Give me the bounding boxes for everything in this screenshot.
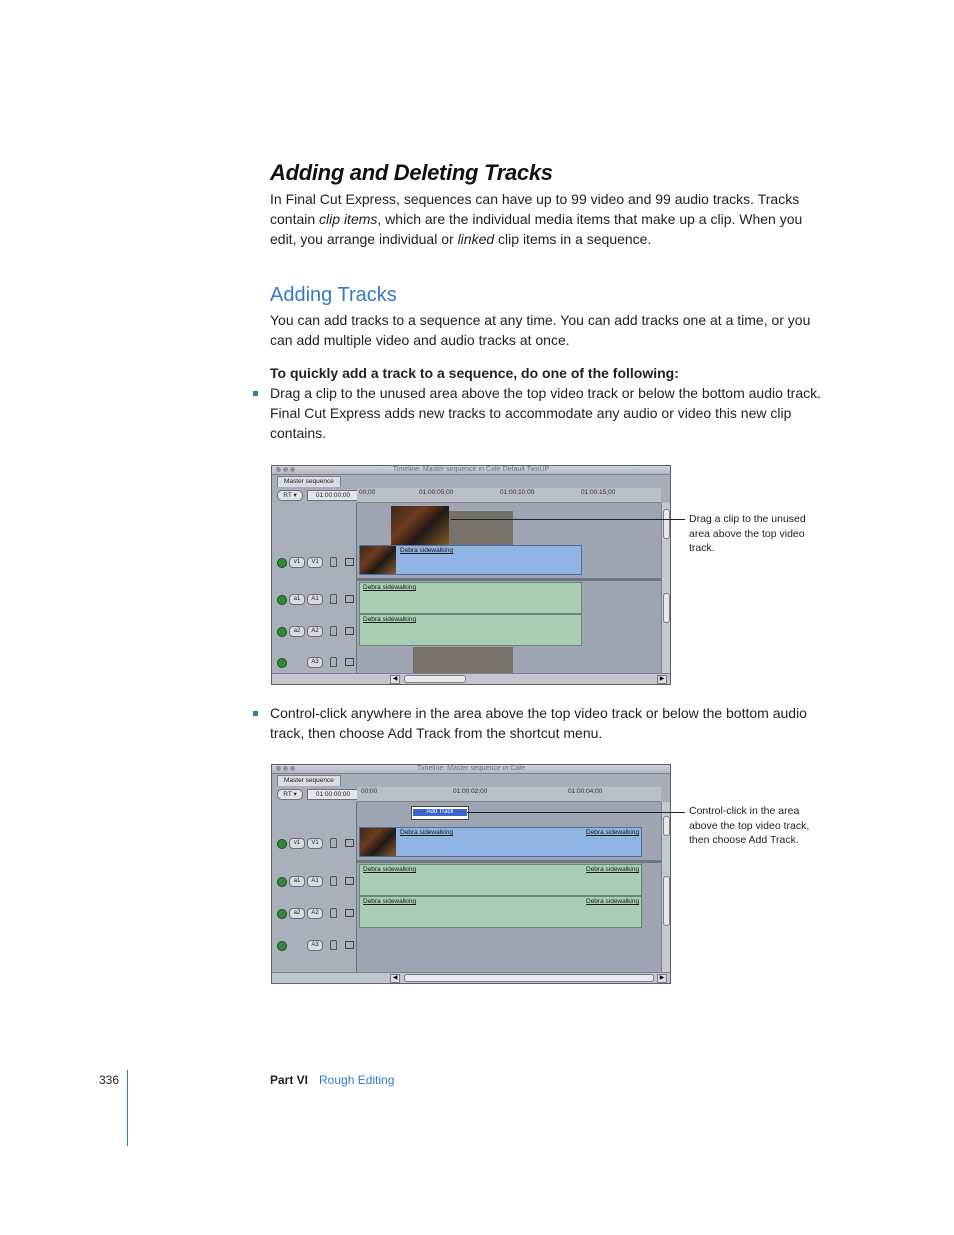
auto-select-icon[interactable] [345, 839, 354, 847]
bullet-marker [253, 385, 261, 393]
page-number: 336 [99, 1073, 120, 1087]
callout-1: Drag a clip to the unused area above the top video track. [689, 513, 806, 554]
track-header-v1 [275, 837, 355, 849]
clip-label: Debra sidewalking [586, 866, 640, 873]
auto-select-icon[interactable] [345, 595, 354, 603]
track-header-a3 [275, 656, 355, 668]
subsection-title: Adding Tracks [270, 284, 397, 306]
clip-label: Debra sidewalking [586, 898, 640, 905]
footer-part: Part VI [270, 1073, 309, 1087]
speaker-icon[interactable] [277, 877, 287, 887]
lock-icon[interactable] [330, 876, 337, 886]
scroll-thumb-video[interactable] [663, 509, 670, 539]
clip-label: Debra sidewalking [363, 866, 417, 873]
timecode-field[interactable]: 01:00:00;00 [307, 789, 359, 800]
track-header-v1 [275, 556, 355, 568]
track-name-pill[interactable]: A3 [307, 940, 323, 951]
dragged-clip-thumbnail [391, 506, 449, 546]
scroll-right-arrow[interactable]: ▶ [657, 675, 667, 684]
track-header-a1 [275, 593, 355, 605]
ruler-tick: 00;00 [359, 489, 376, 496]
auto-select-icon[interactable] [345, 909, 354, 917]
track-visibility-icon[interactable] [277, 839, 287, 849]
timeline-screenshot-2 [271, 764, 671, 984]
track-name-pill[interactable]: V1 [307, 838, 323, 849]
subsection-paragraph: You can add tracks to a sequence at any time. You can add tracks one at a time, or you can add multiple video and audio tracks at once. [270, 312, 811, 348]
track-name-pill[interactable]: A2 [307, 626, 323, 637]
clip-thumbnail [360, 546, 396, 574]
lock-icon[interactable] [330, 838, 337, 848]
source-target-pill[interactable]: a1 [289, 594, 305, 605]
bullet-text-2: Control-click anywhere in the area above the top video track or below the bottom audio track, then choose Add Track from the shortcut menu. [270, 705, 807, 741]
audio-clip-a1[interactable] [359, 582, 582, 614]
track-area[interactable] [357, 503, 661, 673]
scroll-thumb-audio[interactable] [663, 593, 670, 623]
source-target-pill[interactable]: a2 [289, 626, 305, 637]
track-name-pill[interactable]: A3 [307, 657, 323, 668]
horizontal-scroll-thumb[interactable] [404, 974, 654, 982]
clip-label: Debra sidewalking [363, 898, 417, 905]
bullet-marker [253, 705, 261, 713]
callout-leader-line [451, 519, 685, 520]
window-title: Timeline: Master sequence in Cafe Default TwoUP [392, 466, 550, 473]
ruler-tick: 01:00:04;00 [568, 788, 603, 795]
speaker-icon[interactable] [277, 595, 287, 605]
timeline-screenshot-1 [271, 465, 671, 685]
clip-label: Debra sidewalking [363, 584, 417, 591]
lock-icon[interactable] [330, 940, 337, 950]
ruler-tick: 01:00:15;00 [581, 489, 616, 496]
procedure-heading: To quickly add a track to a sequence, do one of the following: [270, 365, 679, 381]
speaker-icon[interactable] [277, 909, 287, 919]
auto-select-icon[interactable] [345, 558, 354, 566]
speaker-icon[interactable] [277, 627, 287, 637]
clip-label: Debra sidewalking [586, 829, 640, 836]
dragged-clip-ghost-audio [413, 647, 513, 673]
track-header-a3 [275, 939, 355, 951]
rt-menu-button[interactable]: RT ▾ [277, 789, 303, 800]
auto-select-icon[interactable] [345, 941, 354, 949]
lock-icon[interactable] [330, 594, 337, 604]
track-name-pill[interactable]: A1 [307, 594, 323, 605]
sequence-tab[interactable]: Master sequence [277, 476, 341, 487]
ruler-tick: 01:00:05;00 [419, 489, 454, 496]
track-header-column [272, 503, 357, 673]
scroll-right-arrow[interactable]: ▶ [657, 974, 667, 983]
intro-paragraph: In Final Cut Express, sequences can have up to 99 video and 99 audio tracks. Tracks contain clip items, which are the individual media items that make up a clip. When you edit, you arrange individual or linked clip items in a sequence. [270, 191, 803, 247]
window-titlebar [272, 765, 670, 774]
clip-thumbnail [360, 828, 396, 856]
scroll-left-arrow[interactable]: ◀ [390, 675, 400, 684]
scroll-thumb-audio[interactable] [663, 876, 670, 926]
audio-clip-a2[interactable] [359, 614, 582, 646]
track-header-a2 [275, 625, 355, 637]
video-clip[interactable] [359, 827, 642, 857]
shortcut-menu [411, 806, 469, 820]
audio-clip-a1[interactable] [359, 864, 642, 896]
video-audio-divider[interactable] [357, 578, 661, 581]
scroll-left-arrow[interactable]: ◀ [390, 974, 400, 983]
source-target-pill[interactable]: v1 [289, 557, 305, 568]
track-area[interactable] [357, 802, 661, 972]
scroll-thumb-video[interactable] [663, 816, 670, 836]
timeline-bottom-bar [272, 673, 670, 684]
lock-icon[interactable] [330, 557, 337, 567]
ruler-tick: 01:00:10;00 [500, 489, 535, 496]
callout-leader-line [467, 812, 685, 813]
window-titlebar [272, 466, 670, 475]
time-ruler[interactable] [357, 787, 661, 802]
time-ruler[interactable] [357, 488, 661, 503]
track-name-pill[interactable]: A2 [307, 908, 323, 919]
track-header-a2 [275, 907, 355, 919]
video-clip[interactable] [359, 545, 582, 575]
auto-select-icon[interactable] [345, 658, 354, 666]
clip-label: Debra sidewalking [400, 829, 454, 836]
vertical-scrollbar[interactable] [661, 503, 670, 673]
timeline-bottom-bar [272, 972, 670, 983]
footer-section: Rough Editing [319, 1073, 395, 1087]
bullet-text-1: Drag a clip to the unused area above the top video track or below the bottom audio track. Final Cut Express adds new tracks to accommodate any audio or video this new clip contains. [270, 385, 821, 441]
lock-icon[interactable] [330, 908, 337, 918]
vertical-scrollbar[interactable] [661, 802, 670, 972]
window-title: Timeline: Master sequence in Cafe [417, 765, 525, 772]
video-audio-divider[interactable] [357, 860, 661, 863]
speaker-icon[interactable] [277, 658, 287, 668]
audio-clip-a2[interactable] [359, 896, 642, 928]
source-target-pill[interactable]: v1 [289, 838, 305, 849]
track-name-pill[interactable]: V1 [307, 557, 323, 568]
section-title: Adding and Deleting Tracks [270, 160, 553, 185]
speaker-icon[interactable] [277, 941, 287, 951]
timecode-field[interactable]: 01:00:00;00 [307, 490, 359, 501]
callout-2: Control-click in the area above the top video track, then choose Add Track. [689, 805, 810, 846]
sequence-tab[interactable]: Master sequence [277, 775, 341, 786]
add-track-menu-item[interactable]: Add Track [413, 809, 467, 816]
lock-icon[interactable] [330, 626, 337, 636]
lock-icon[interactable] [330, 657, 337, 667]
horizontal-scroll-thumb[interactable] [404, 675, 466, 683]
clip-label: Debra sidewalking [400, 547, 454, 554]
ruler-tick: 00;00 [361, 788, 378, 795]
auto-select-icon[interactable] [345, 877, 354, 885]
ruler-tick: 01:00:02;00 [453, 788, 488, 795]
source-target-pill[interactable]: a1 [289, 876, 305, 887]
rt-menu-button[interactable]: RT ▾ [277, 490, 303, 501]
track-name-pill[interactable]: A1 [307, 876, 323, 887]
source-target-pill[interactable]: a2 [289, 908, 305, 919]
footer-divider [127, 1070, 128, 1146]
track-visibility-icon[interactable] [277, 558, 287, 568]
clip-label: Debra sidewalking [363, 616, 417, 623]
auto-select-icon[interactable] [345, 627, 354, 635]
track-header-a1 [275, 875, 355, 887]
track-header-column [272, 802, 357, 972]
